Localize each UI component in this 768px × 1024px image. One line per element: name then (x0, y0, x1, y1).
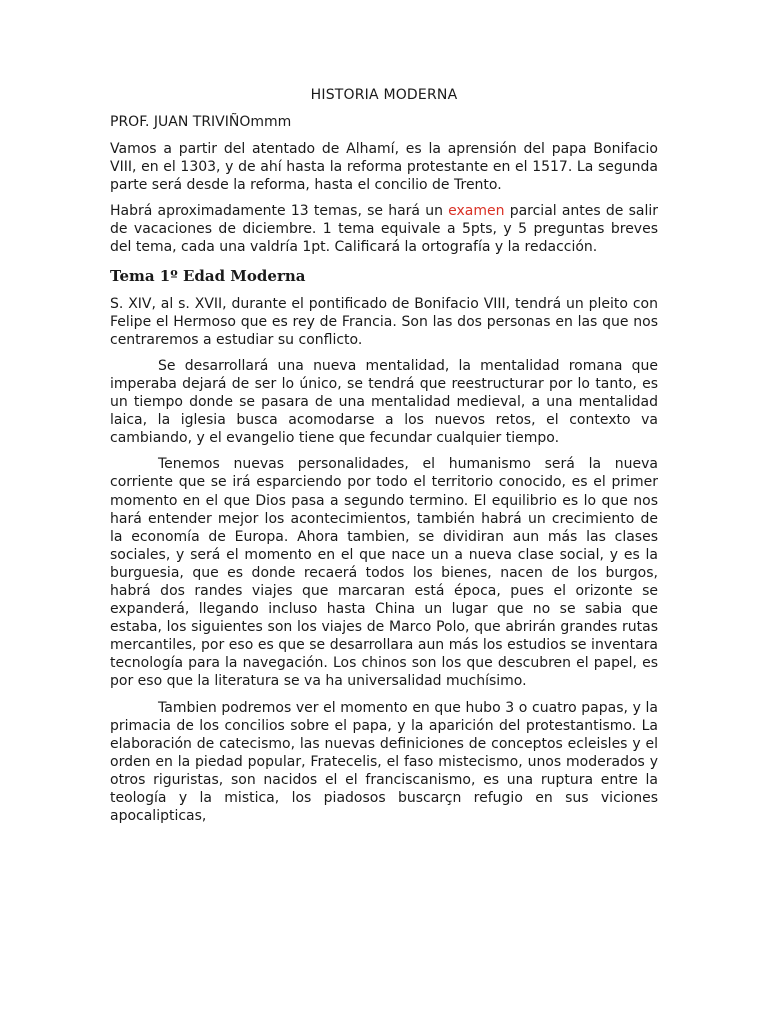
intro-paragraph-2-end: parcial antes de salir de vacaciones de diciembre. 1 tema equivale a 5pts, y 5 preguntas breves del tema, cada una valdría 1pt. Calificará la ortografía y la redacción. (110, 203, 658, 256)
professor-line: PROF. JUAN TRIVIÑOmmm (110, 114, 292, 130)
exam-highlight-link[interactable]: examen (448, 203, 505, 220)
intro-paragraph-1: Vamos a partir del atentado de Alhamí, es la aprensión del papa Bonifacio VIII, en el 1303, y de ahí hasta la reforma protestante en el 1517. La segunda parte será desde la reforma, hasta el concilio de Trento. (110, 141, 658, 194)
section-paragraph-1: S. XIV, al s. XVII, durante el pontificado de Bonifacio VIII, tendrá un pleito con Felipe el Hermoso que es rey de Francia. Son las dos personas en las que nos centraremos a estudiar su conflicto. (110, 295, 658, 348)
section-paragraph-4: Tambien podremos ver el momento en que hubo 3 o cuatro papas, y la primacia de los concilios sobre el papa, y la aparición del protestantismo. La elaboración de catecismo, las nuevas definiciones de conceptos ecleisles y el orden en la piedad popular, Fratecelis, el faso mistecismo, unos moderados y otros riguristas, son nacidos el el franciscanismo, es una ruptura entre la teología y la mistica, los piadosos buscarçn refugio en sus viciones apocalipticas, (110, 699, 658, 825)
intro-paragraph-2 (110, 202, 658, 256)
document-title: HISTORIA MODERNA (310, 87, 458, 103)
section-paragraph-2: Se desarrollará una nueva mentalidad, la mentalidad romana que imperaba dejará de ser lo único, se tendrá que reestructurar por lo tanto, es un tiempo donde se pasara de una mentalidad medieval, a una mentalidad laica, la iglesia busca acomodarse a los nuevos retos, el contexto va cambiando, y el evangelio tiene que fecundar cualquier tiempo. (110, 357, 658, 447)
section-paragraph-3: Tenemos nuevas personalidades, el humanismo será la nueva corriente que se irá esparciendo por todo el territorio conocido, es el primer momento en el que Dios pasa a segundo termino. El equilibrio es lo que nos hará entender mejor los acontecimientos, también habrá un crecimiento de la economía de Europa. Ahora tambien, se dividiran aun más las clases sociales, y será el momento en el que nace un a nueva clase social, y es la burguesia, que es donde recaerá todos los bienes, nacen de los burgos, habrá dos randes viajes que marcaran está época, pues el orizonte se expanderá, llegando incluso hasta China un lugar que no se sabia que estaba, los siguientes son los viajes de Marco Polo, que abrirán grandes rutas mercantiles, por eso es que se desarrollara aun más los estudios se inventara tecnología para la navegación. Los chinos son los que descubren el papel, es por eso que la literatura se va ha universalidad muchísimo. (110, 456, 658, 690)
section-heading: Tema 1º Edad Moderna (110, 266, 306, 285)
intro-paragraph-2-start: Habrá aproximadamente 13 temas, se hará un (110, 203, 449, 220)
